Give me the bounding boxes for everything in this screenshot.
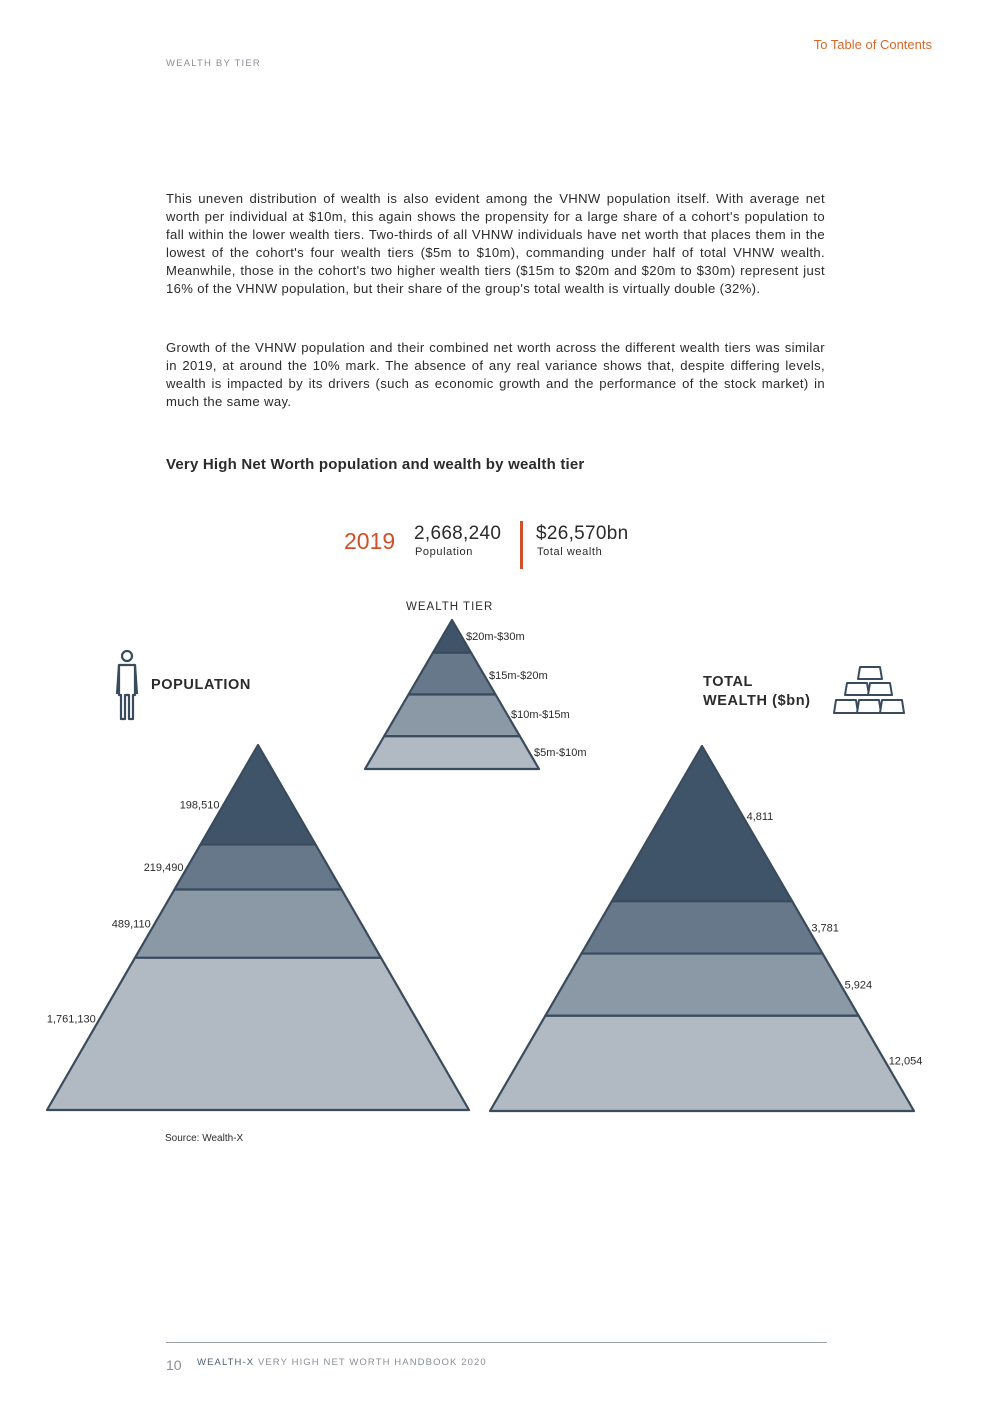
tier-label-3: $10m-$15m bbox=[511, 709, 570, 721]
wealth-value-2: 3,781 bbox=[811, 922, 839, 935]
wealth-total: $26,570bn bbox=[536, 523, 629, 544]
wealth-tier-3 bbox=[545, 954, 858, 1016]
population-caption: Population bbox=[415, 546, 473, 558]
population-total: 2,668,240 bbox=[414, 523, 502, 544]
population-tier-4 bbox=[47, 958, 469, 1110]
body-paragraph-2: Growth of the VHNW population and their combined net worth across the different wealth tiers was similar in 2019, at around the 10% mark. The absence of any real variance shows that, despite differing levels, wealth is impacted by its drivers (such as economic growth and the performance of the stock market) in much the same way. bbox=[166, 340, 825, 409]
wealth-tier-4 bbox=[490, 1016, 914, 1111]
wealth-value-3: 5,924 bbox=[844, 979, 873, 992]
body-paragraph-1: This uneven distribution of wealth is also evident among the VHNW population itself. With average net worth per individual at $10m, this again shows the propensity for a large share of a cohort's population to fall within the lower wealth tiers. Two-thirds of all VHNW individuals have net worth that places them in the lowest of the cohort's four wealth tiers ($5m to $10m), commanding under half of total VHNW wealth. Meanwhile, those in the cohort's two higher wealth tiers ($15m to $20m and $20m to $30m) represent just 16% of the VHNW population, but their share of the group's total wealth is virtually double (32%). bbox=[166, 191, 825, 296]
population-tier-2 bbox=[174, 845, 341, 890]
source-note: Source: Wealth-X bbox=[165, 1133, 244, 1144]
population-value-3: 489,110 bbox=[111, 918, 151, 931]
tier-label-4: $5m-$10m bbox=[534, 747, 587, 759]
legend-tier-2 bbox=[409, 653, 496, 695]
tier-label-1: $20m-$30m bbox=[466, 631, 525, 643]
population-tier-1 bbox=[200, 745, 315, 845]
tier-label-2: $15m-$20m bbox=[489, 670, 548, 682]
person-icon bbox=[117, 651, 137, 719]
section-label: WEALTH BY TIER bbox=[166, 58, 261, 69]
population-label: POPULATION bbox=[151, 677, 251, 693]
table-of-contents-link[interactable]: To Table of Contents bbox=[813, 37, 932, 52]
wealth-tier-heading: WEALTH TIER bbox=[406, 601, 494, 613]
population-value-1: 198,510 bbox=[179, 799, 220, 812]
wealth-value-1: 4,811 bbox=[746, 810, 774, 823]
wealth-tier-2 bbox=[581, 901, 822, 953]
footer-divider bbox=[166, 1342, 827, 1343]
legend-tier-3 bbox=[384, 695, 520, 737]
total-wealth-label-line2: WEALTH ($bn) bbox=[703, 693, 811, 709]
population-pyramid bbox=[47, 745, 469, 1110]
chart-title: Very High Net Worth population and wealth by wealth tier bbox=[166, 456, 585, 473]
stat-year: 2019 bbox=[344, 528, 396, 554]
population-value-4: 1,761,130 bbox=[46, 1013, 96, 1026]
legend-tier-4 bbox=[365, 736, 539, 769]
footer-publication bbox=[197, 1357, 487, 1368]
total-wealth-pyramid bbox=[490, 746, 922, 1111]
wealth-caption: Total wealth bbox=[537, 546, 603, 558]
gold-bars-icon bbox=[834, 667, 904, 713]
population-tier-3 bbox=[135, 889, 381, 957]
wealth-tier-1 bbox=[612, 746, 792, 901]
footer-title: VERY HIGH NET WORTH HANDBOOK 2020 bbox=[257, 1357, 487, 1368]
wealth-tier-legend-pyramid bbox=[365, 620, 587, 769]
page-number: 10 bbox=[166, 1357, 182, 1373]
footer-brand: WEALTH-X bbox=[197, 1357, 255, 1368]
population-value-2: 219,490 bbox=[143, 862, 184, 875]
wealth-value-4: 12,054 bbox=[888, 1055, 923, 1068]
total-wealth-label-line1: TOTAL bbox=[703, 674, 753, 690]
